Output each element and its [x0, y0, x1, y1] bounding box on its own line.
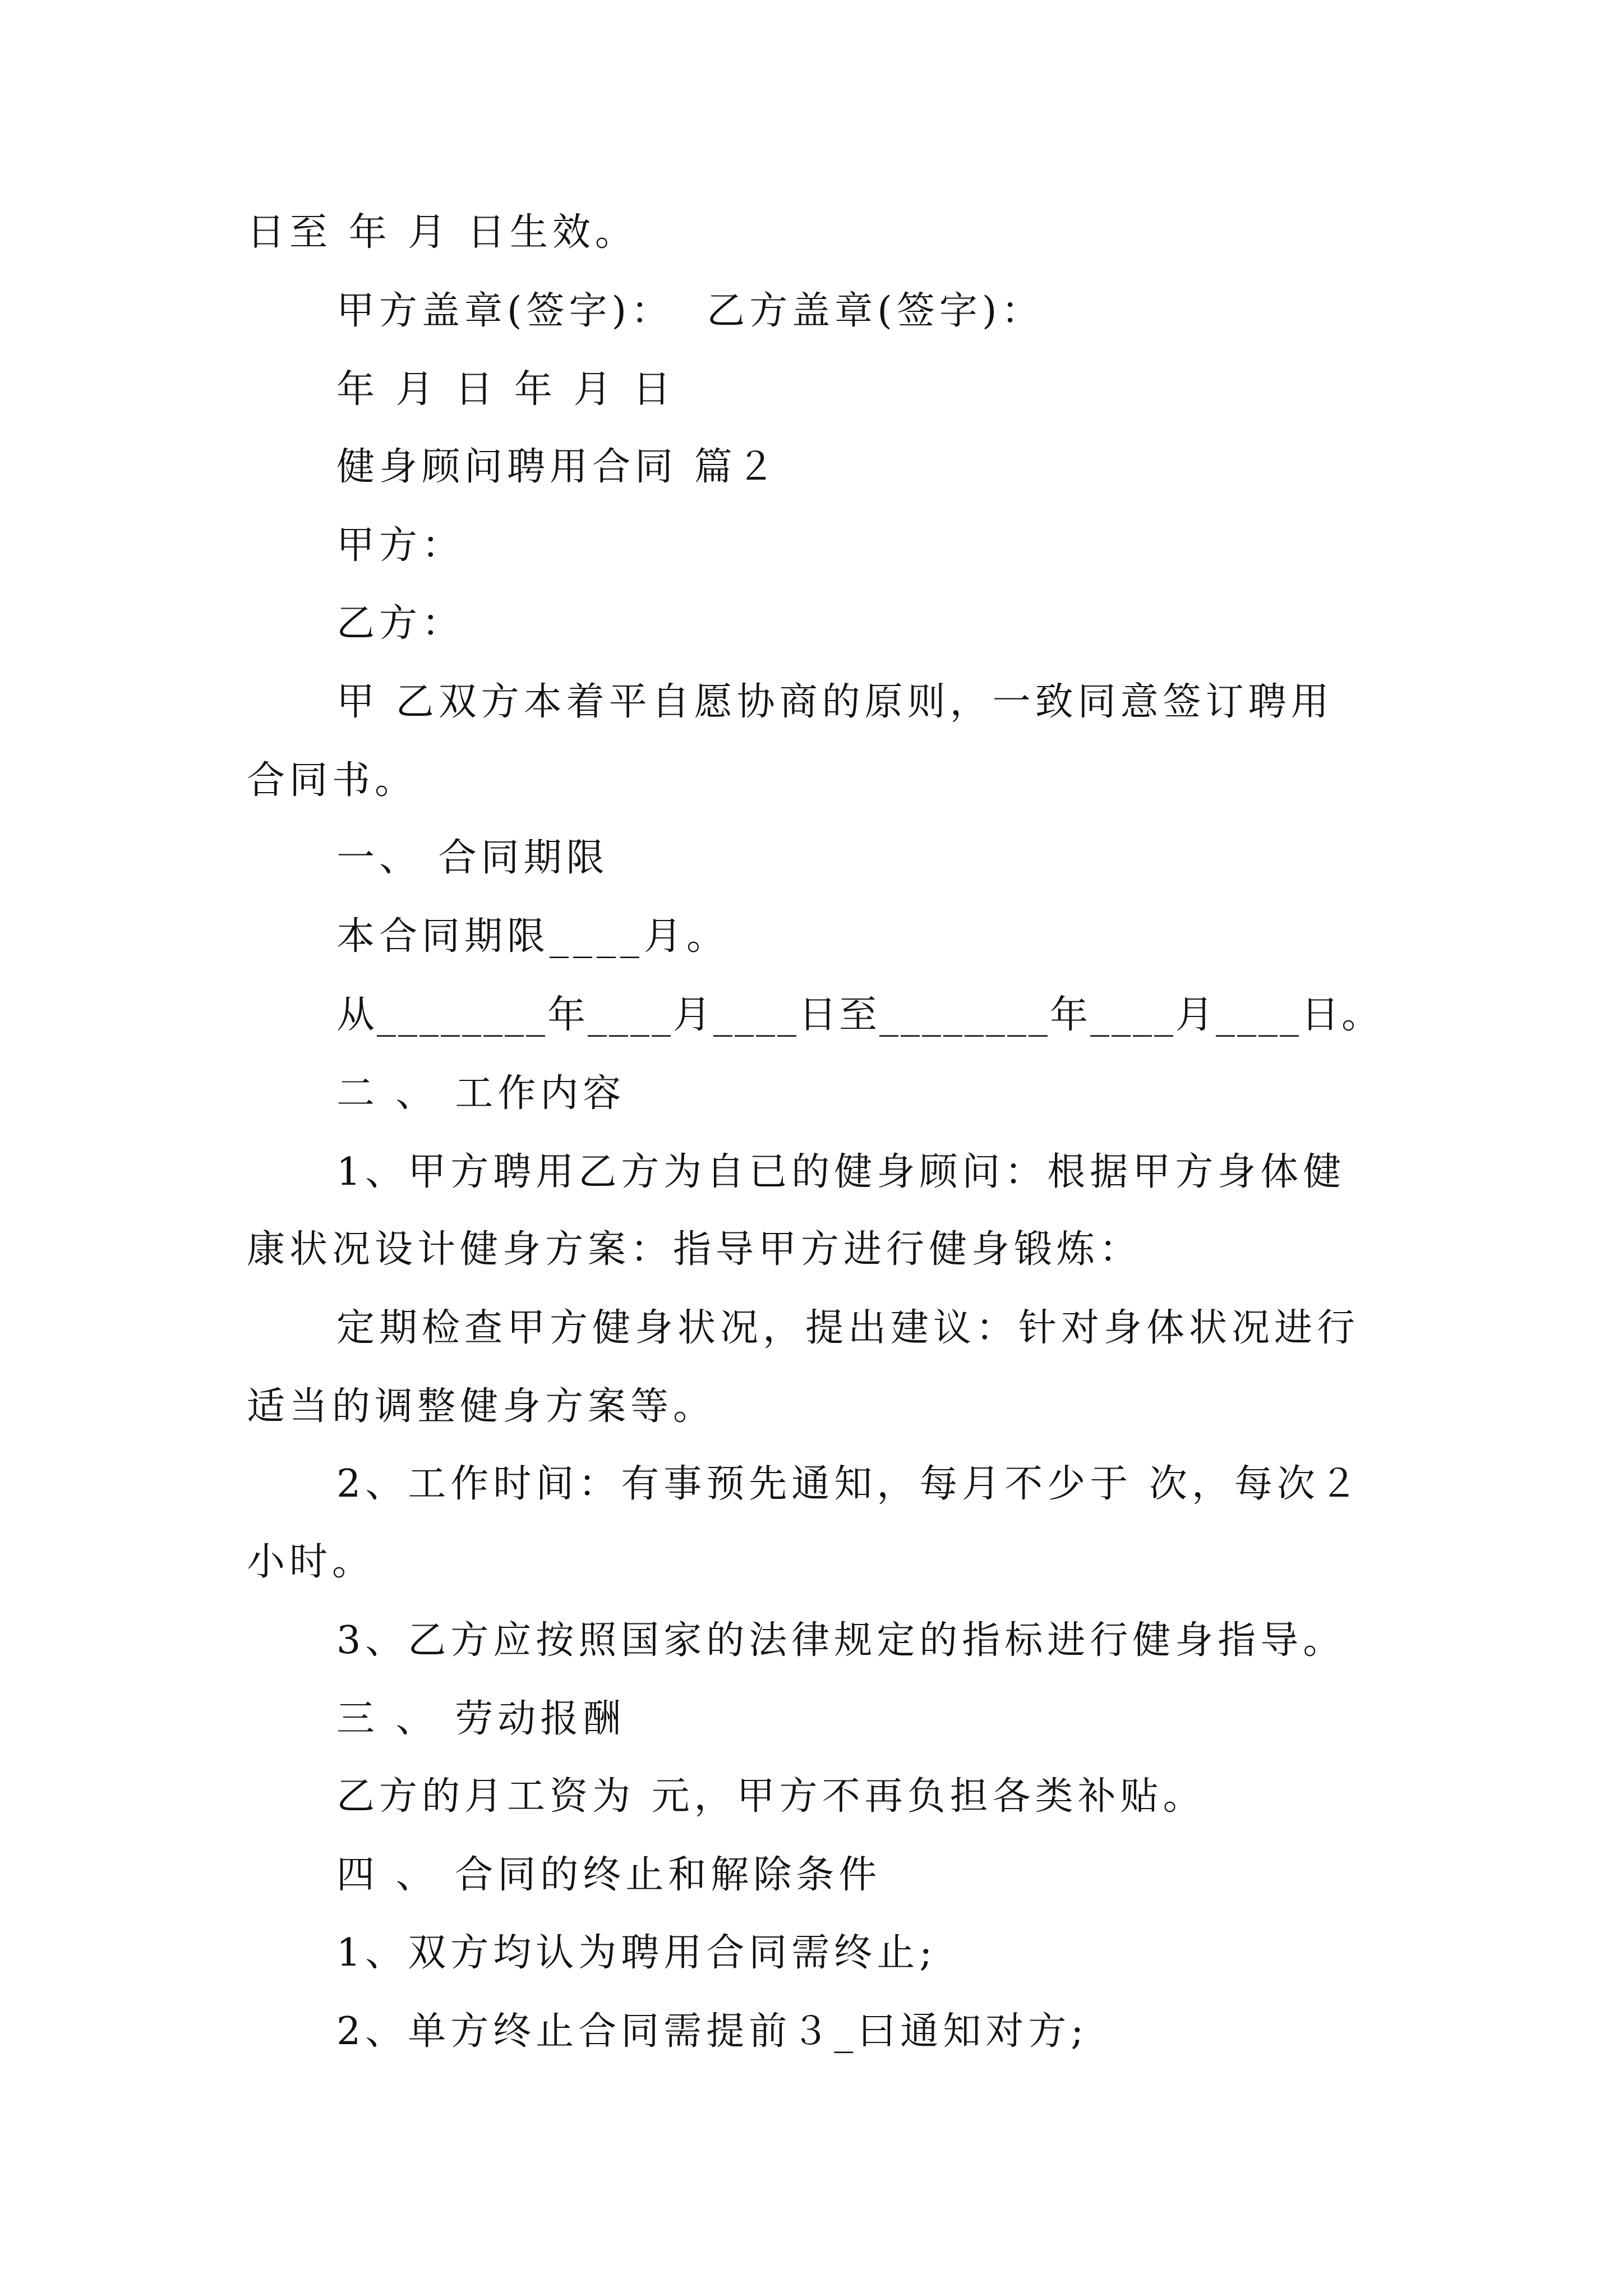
doc-line: 从________年____月____日至________年____月____日。 — [336, 993, 1382, 1037]
doc-line: 1、甲方聘用乙方为自已的健身顾问：根据甲方身体健 — [336, 1150, 1346, 1194]
doc-line: 日至 年 月 日生效。 — [247, 210, 638, 255]
doc-line: 2、工作时间：有事预先通知，每月不少于 次，每次２ — [336, 1462, 1362, 1506]
doc-line: 甲方盖章(签字)： 乙方盖章(签字)： — [336, 289, 1044, 333]
doc-line: 小时。 — [247, 1540, 375, 1584]
doc-line: 年 月 日 年 月 日 — [336, 367, 676, 412]
doc-line: 康状况设计健身方案：指导甲方进行健身锻炼： — [247, 1227, 1142, 1272]
doc-line: 2、单方终止合同需提前３_曰通知对方; — [336, 2009, 1089, 2054]
doc-line: 定期检查甲方健身状况，提出建议：针对身体状况进行 — [336, 1306, 1360, 1350]
doc-line: 本合同期限____月。 — [336, 914, 730, 959]
doc-line: 四 、 合同的终止和解除条件 — [336, 1853, 882, 1897]
doc-line: 甲 乙双方本着平自愿协商的原则，一致同意签订聘用 — [336, 680, 1334, 724]
doc-line: 健身顾问聘用合同 篇２ — [336, 445, 780, 489]
doc-line: 1、双方均认为聘用合同需终止; — [336, 1931, 937, 1975]
doc-line: 乙方的月工资为 元，甲方不再负担各类补贴。 — [336, 1774, 1206, 1819]
doc-line: 适当的调整健身方案等。 — [247, 1384, 716, 1429]
doc-line: 乙方： — [336, 601, 465, 646]
doc-line: 三 、 劳动报酬 — [336, 1697, 626, 1741]
doc-line: 一、 合同期限 — [336, 836, 609, 880]
doc-line: 甲方： — [336, 523, 465, 568]
doc-line: 二 、 工作内容 — [336, 1071, 626, 1116]
doc-line: 合同书。 — [247, 758, 418, 803]
doc-line: 3、乙方应按照国家的法律规定的指标进行健身指导。 — [336, 1618, 1346, 1663]
